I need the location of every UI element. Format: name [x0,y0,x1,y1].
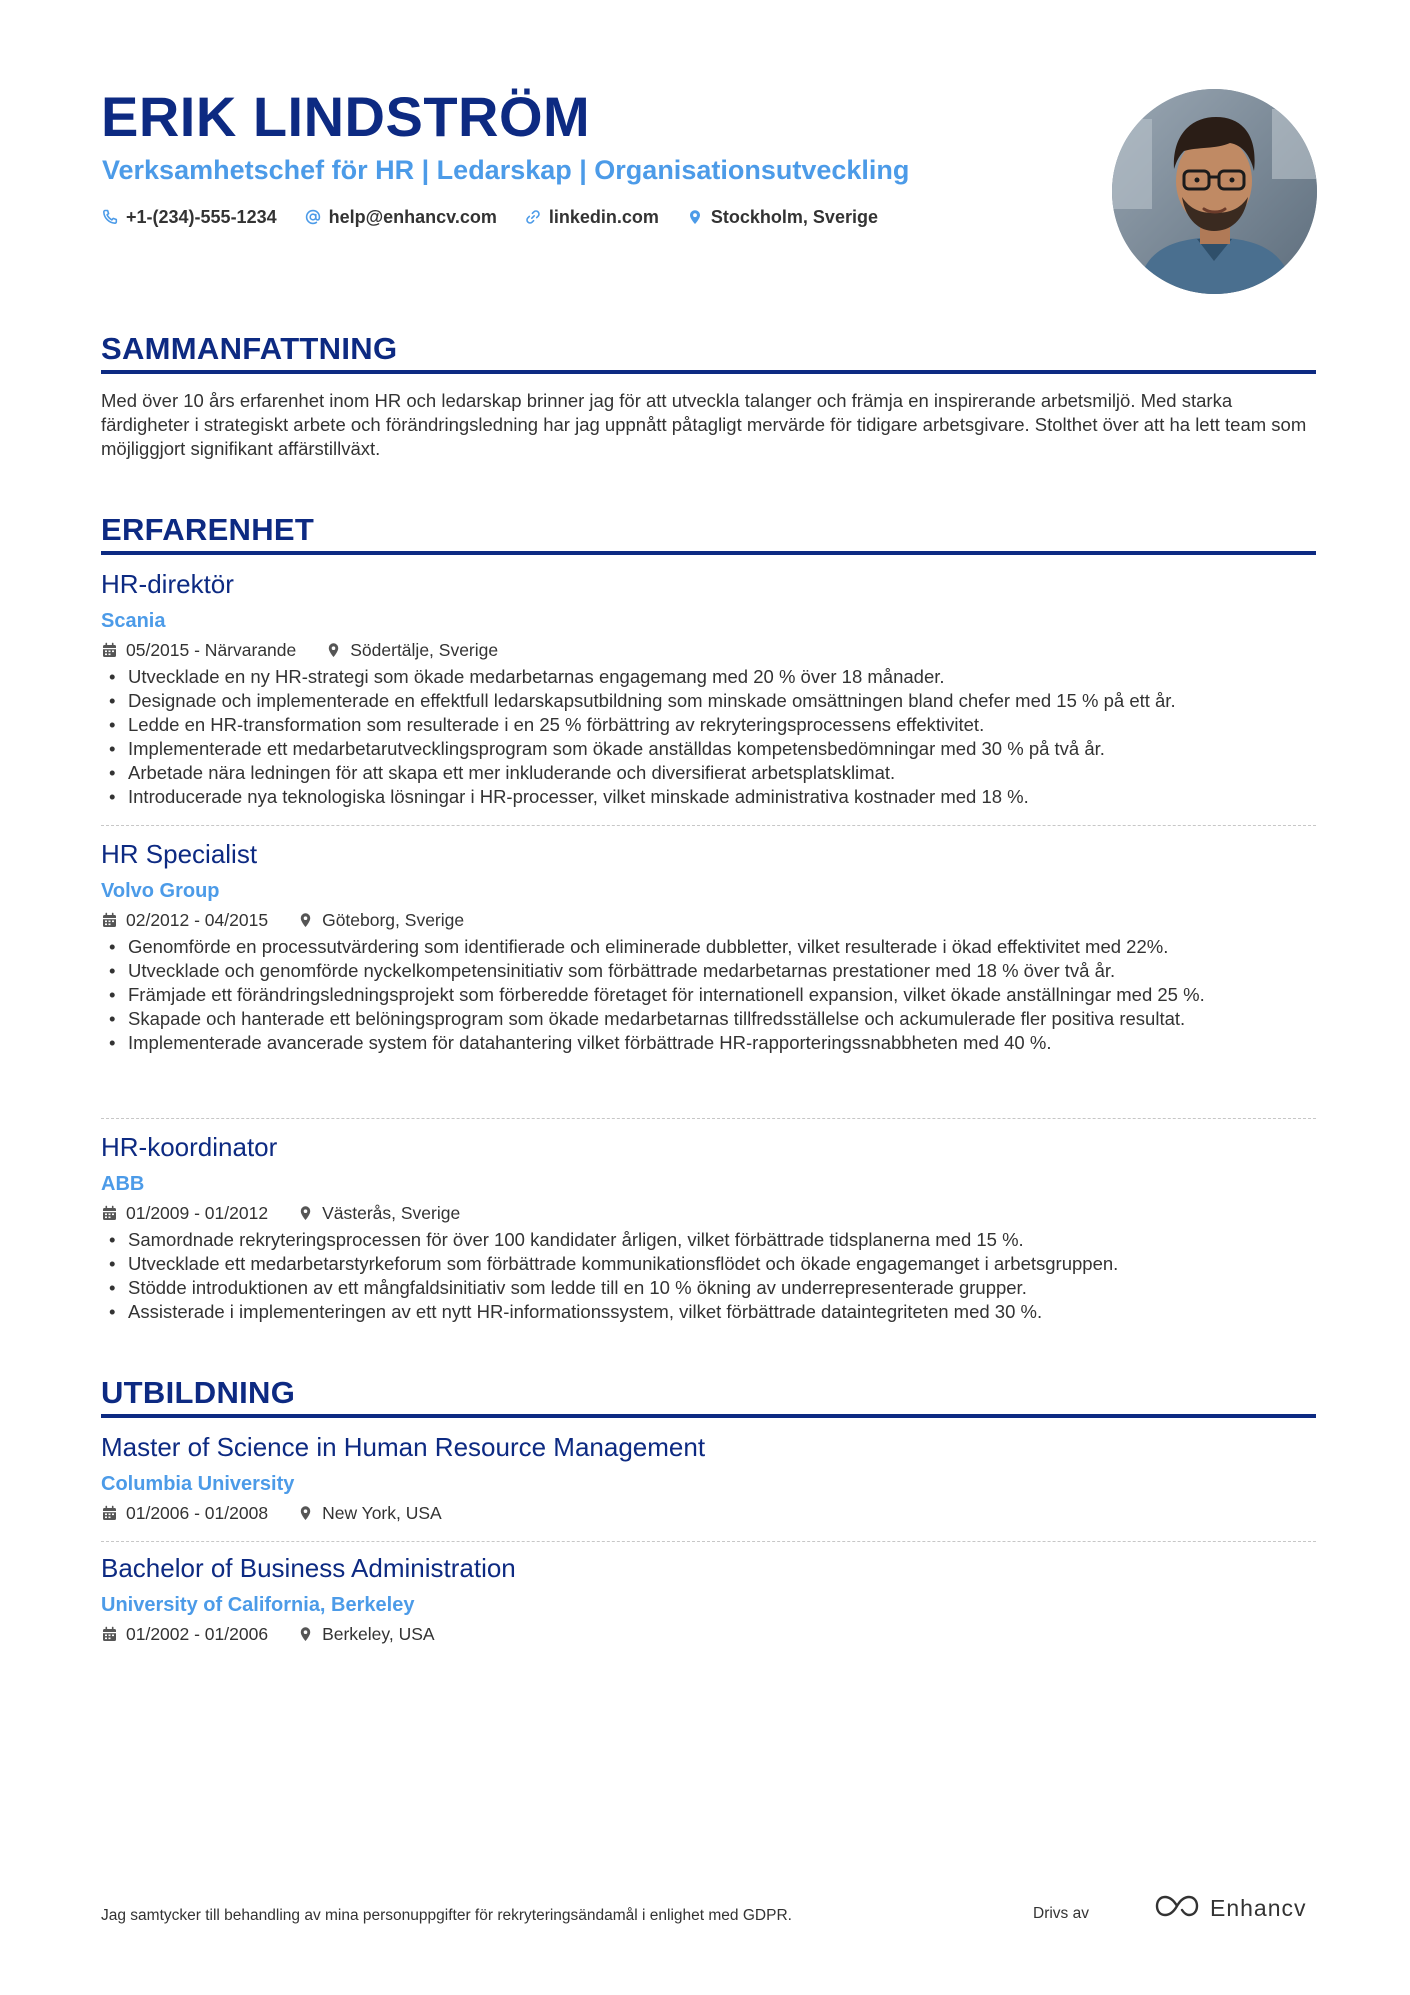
education-meta [102,1622,465,1646]
list-item: • Implementerade ett medarbetarutvecklingsprogram som ökade anställdas kompetensbedömningar med 30 % på två år. [101,737,1316,761]
section-rule-summary [101,370,1316,374]
job-dates [102,638,296,662]
education-location [298,1501,442,1525]
calendar-icon [102,1505,117,1521]
entry-divider [101,825,1316,826]
job-company: Volvo Group [101,880,220,902]
job-location-text: Göteborg, Sverige [322,910,465,930]
job-bullets [101,935,1316,1055]
profile-photo [1112,89,1317,294]
contact-phone [102,204,277,230]
job-bullets [101,1228,1316,1324]
location-pin-icon [298,1205,313,1221]
contact-phone-text[interactable]: +1-(234)-555-1234 [126,207,277,227]
contact-link-text[interactable]: linkedin.com [548,207,659,227]
phone-icon [102,209,118,225]
job-location [326,638,498,662]
list-item: • Främjade ett förändringsledningsprojekt som förberedde företaget för internationell expansion, vilket ökade anställningar med 25 %. [101,983,1316,1007]
gdpr-consent: Jag samtycker till behandling av mina personuppgifter för rekryteringsändamål i enlighet med GDPR. [101,1907,792,1924]
section-rule-education [101,1414,1316,1418]
enhancv-logo[interactable] [1154,1894,1307,1923]
list-item: • Ledde en HR-transformation som resulterade i en 25 % förbättring av rekryteringsprocessens effektivitet. [101,713,1316,737]
calendar-icon [102,1205,117,1221]
contact-location-text: Stockholm, Sverige [710,207,878,227]
summary-text: Med över 10 års erfarenhet inom HR och ledarskap brinner jag för att utveckla talanger och främja en inspirerande arbetsmiljö. Med starka färdigheter i strategiskt arbete och förändringsledning har jag uppnått påtagligt mervärde för tidigare arbetsgivare. Stolthet över att ha lett team som möjliggjort signifikant affärstillväxt. [101,390,1307,459]
brand-name: Enhancv [1210,1895,1307,1921]
education-meta [102,1501,472,1525]
job-meta [102,1201,490,1225]
list-item: • Stödde introduktionen av ett mångfaldsinitiativ som ledde till en 10 % ökning av underrepresenterade grupper. [101,1276,1316,1300]
section-rule-experience [101,551,1316,555]
job-dates-text: 02/2012 - 04/2015 [126,910,269,930]
location-pin-icon [687,209,703,225]
enhancv-infinity-icon [1154,1894,1200,1923]
job-company: ABB [101,1173,145,1195]
entry-divider [101,1541,1316,1542]
calendar-icon [102,1626,117,1642]
job-location [298,908,464,932]
location-pin-icon [298,1626,313,1642]
list-item: • Utvecklade en ny HR-strategi som ökade medarbetarnas engagemang med 20 % över 18 månader. [101,665,1316,689]
job-company: Scania [101,610,166,632]
job-title: HR Specialist [101,839,258,869]
list-item: • Arbetade nära ledningen för att skapa ett mer inkluderande och diversifierat arbetsplatsklimat. [101,761,1316,785]
job-dates-text: 01/2009 - 01/2012 [126,1203,269,1223]
link-icon [525,209,541,225]
list-item: • Designade och implementerade en effektfull ledarskapsutbildning som minskade omsättningen bland chefer med 15 % på ett år. [101,689,1316,713]
job-bullets [101,665,1316,809]
job-title: HR-koordinator [101,1132,278,1162]
education-dates [102,1501,268,1525]
location-pin-icon [326,642,341,658]
list-item: • Utvecklade ett medarbetarstyrkeforum som förbättrade kommunikationsflödet och ökade engagemanget i arbetsgruppen. [101,1252,1316,1276]
list-item: • Samordnade rekryteringsprocessen för över 100 kandidater årligen, vilket förbättrade tidsplanerna med 15 %. [101,1228,1316,1252]
calendar-icon [102,642,117,658]
job-location-text: Södertälje, Sverige [350,640,499,660]
degree-title: Bachelor of Business Administration [101,1553,516,1583]
section-title-education: UTBILDNING [101,1375,296,1410]
list-item: • Skapade och hanterade ett belöningsprogram som ökade medarbetarnas tillfredsställelse och ackumulerade fler positiva resultat. [101,1007,1316,1031]
candidate-name: ERIK LINDSTRÖM [101,85,591,148]
education-location-text: New York, USA [322,1503,442,1523]
contact-email [305,204,497,230]
candidate-subtitle: Verksamhetschef för HR | Ledarskap | Organisationsutveckling [102,155,910,185]
entry-divider [101,1118,1316,1119]
school-name: University of California, Berkeley [101,1594,415,1616]
calendar-icon [102,912,117,928]
contact-link [525,204,659,230]
at-icon [305,209,321,225]
list-item: • Genomförde en processutvärdering som identifierade och eliminerade dubbletter, vilket resulterade i ökad effektivitet med 22%. [101,935,1316,959]
job-meta [102,908,494,932]
job-dates-text: 05/2015 - Närvarande [126,640,297,660]
powered-by-label: Drivs av [1033,1905,1089,1922]
job-meta [102,638,528,662]
job-location-text: Västerås, Sverige [322,1203,461,1223]
location-pin-icon [298,912,313,928]
list-item: • Implementerade avancerade system för datahantering vilket förbättrade HR-rapporteringssnabbheten med 40 %. [101,1031,1316,1055]
job-title: HR-direktör [101,569,234,599]
job-dates [102,1201,268,1225]
job-location [298,1201,460,1225]
section-title-summary: SAMMANFATTNING [101,331,398,366]
contact-location [687,204,878,230]
degree-title: Master of Science in Human Resource Management [101,1432,706,1462]
education-dates-text: 01/2006 - 01/2008 [126,1503,269,1523]
school-name: Columbia University [101,1473,295,1495]
job-dates [102,908,268,932]
list-item: • Utvecklade och genomförde nyckelkompetensinitiativ som förbättrade medarbetarnas prestationer med 18 % över två år. [101,959,1316,983]
list-item: • Introducerade nya teknologiska lösningar i HR-processer, vilket minskade administrativa kostnader med 18 %. [101,785,1316,809]
education-location-text: Berkeley, USA [322,1624,435,1644]
list-item: • Assisterade i implementeringen av ett nytt HR-informationssystem, vilket förbättrade dataintegriteten med 30 %. [101,1300,1316,1324]
section-title-experience: ERFARENHET [101,512,315,547]
education-dates-text: 01/2002 - 01/2006 [126,1624,269,1644]
contact-email-text[interactable]: help@enhancv.com [328,207,497,227]
contact-list [102,204,878,230]
education-dates [102,1622,268,1646]
location-pin-icon [298,1505,313,1521]
education-location [298,1622,435,1646]
